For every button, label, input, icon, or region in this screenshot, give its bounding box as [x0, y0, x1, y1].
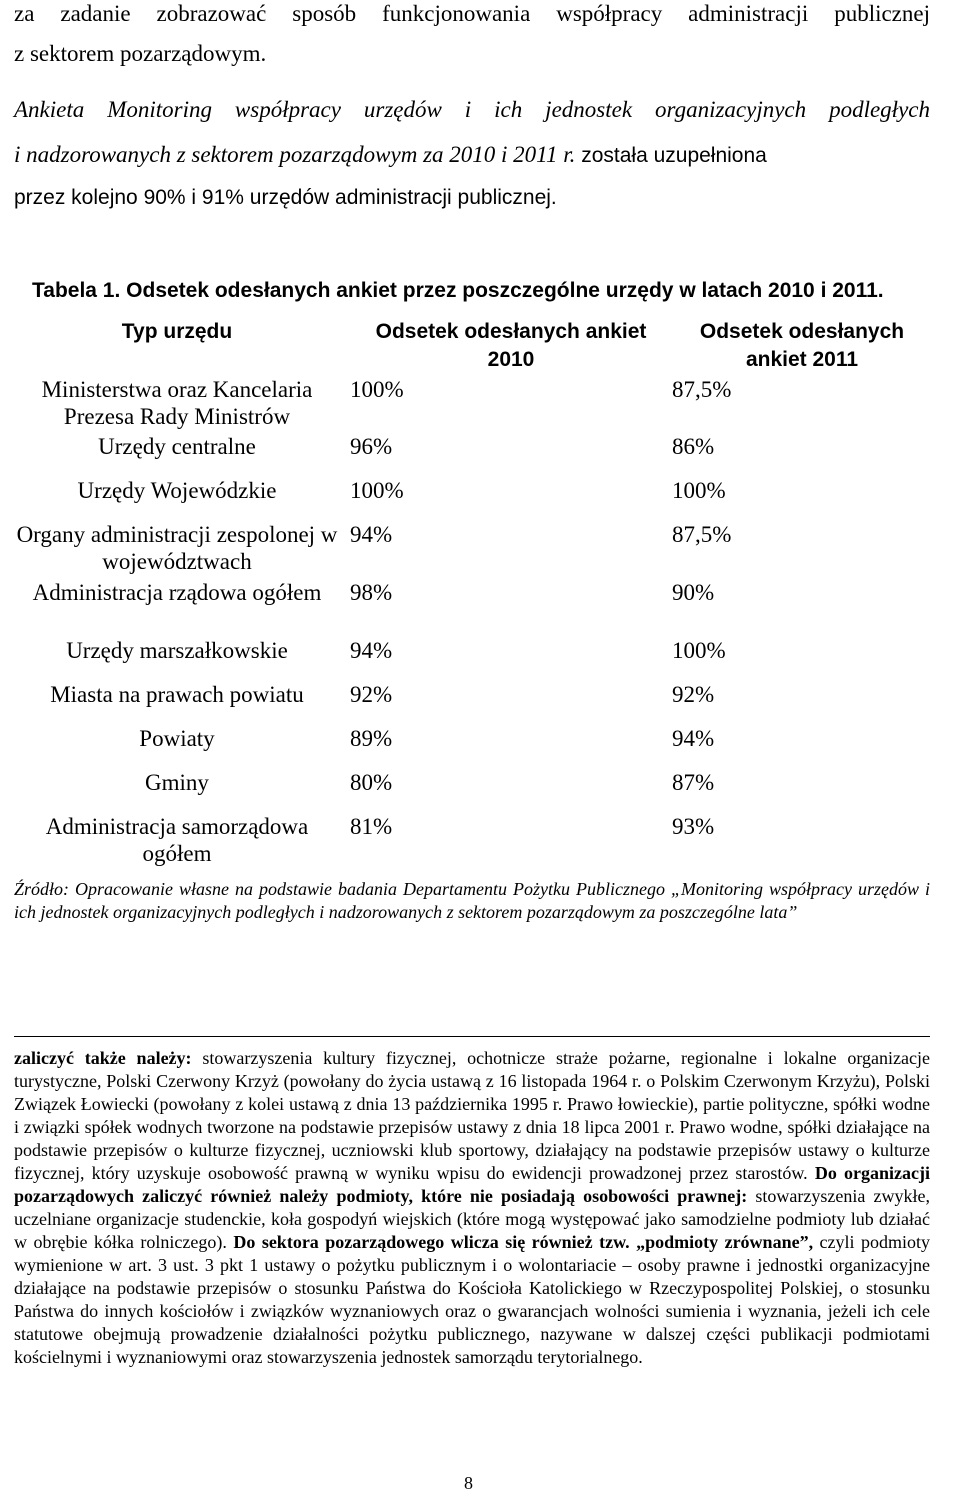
- footnote-text: [14, 1047, 930, 1369]
- header-2011: Odsetek odesłanych ankiet 2011: [699, 320, 905, 371]
- table-row-subtotal: [12, 579, 932, 637]
- intro-line-2: z sektorem pozarządowym.: [14, 41, 267, 66]
- table-caption: Tabela 1. Odsetek odesłanych ankiet przez poszczególne urzędy w latach 2010 i 2011.: [32, 279, 884, 302]
- table-row: [12, 725, 932, 769]
- footnote-bold-2: Do sektora pozarządowego wlicza się również tzw. „podmioty zrównane”,: [226, 1232, 814, 1252]
- value-2010-cell: 100%: [350, 478, 404, 503]
- table-source-note: Źródło: Opracowanie własne na podstawie badania Departamentu Pożytku Publicznego „Monitoring współpracy urzędów i ich jednostek organizacyjnych podległych i nadzorowanych z sektorem pozarządowym za poszczególne lata”: [14, 879, 930, 922]
- table-row: [12, 376, 932, 433]
- intro-line-3: Ankieta Monitoring współpracy urzędów i ich jednostek organizacyjnych podległych: [14, 97, 930, 122]
- value-2010-cell: 98%: [350, 580, 393, 605]
- office-type-cell: Urzędy centralne: [98, 434, 256, 459]
- page-number: 8: [464, 1473, 473, 1493]
- office-type-cell: Miasta na prawach powiatu: [50, 682, 304, 707]
- table-row: [12, 477, 932, 521]
- footnote-bold-1: Do organizacji pozarządowych zaliczyć również należy podmioty, które nie posiadają osobowości prawnej:: [14, 1163, 931, 1206]
- value-2011-cell: 87,5%: [672, 377, 732, 402]
- value-2010-cell: 100%: [350, 377, 404, 402]
- value-2011-cell: 100%: [672, 638, 726, 663]
- value-2010-cell: 96%: [350, 434, 393, 459]
- header-office-type: Typ urzędu: [121, 320, 233, 343]
- intro-line-1: za zadanie zobrazować sposób funkcjonowania współpracy administracji publicznej: [14, 1, 930, 26]
- office-type-cell: Gminy: [145, 770, 209, 795]
- office-type-cell: Administracja samorządowa ogółem: [45, 814, 309, 866]
- intro-completed-text: została uzupełniona: [575, 144, 767, 167]
- intro-line-4: [14, 141, 930, 169]
- value-2010-cell: 80%: [350, 770, 393, 795]
- footnote-lead: zaliczyć także należy:: [14, 1048, 192, 1068]
- value-2011-cell: 87,5%: [672, 522, 732, 547]
- intro-line-5: przez kolejno 90% i 91% urzędów administracji publicznej.: [14, 186, 557, 209]
- table-row: [12, 433, 932, 477]
- table-row: [12, 769, 932, 813]
- value-2010-cell: 81%: [350, 814, 393, 839]
- value-2011-cell: 90%: [672, 580, 715, 605]
- value-2010-cell: 89%: [350, 726, 393, 751]
- value-2010-cell: 94%: [350, 522, 393, 547]
- table-row: [12, 681, 932, 725]
- table-row: [12, 637, 932, 681]
- table-header-row: [12, 318, 932, 376]
- footnote-part-2: stowarzyszenia zwykłe, uczelniane organizacje studenckie, koła gospodyń wiejskich (które mogą występować jako samodzielne podmioty lub działać w obrębie kółka rolniczego).: [14, 1186, 930, 1252]
- survey-title-end: i nadzorowanych z sektorem pozarządowym za 2010 i 2011 r.: [14, 142, 576, 167]
- value-2011-cell: 94%: [672, 726, 715, 751]
- table-row: [12, 521, 932, 579]
- value-2011-cell: 100%: [672, 478, 726, 503]
- table-row-subtotal: [12, 813, 932, 869]
- footnote-separator: [14, 1036, 930, 1037]
- office-type-cell: Ministerstwa oraz Kancelaria Prezesa Rady Ministrów: [41, 377, 313, 429]
- office-type-cell: Urzędy marszałkowskie: [66, 638, 288, 663]
- office-type-cell: Powiaty: [139, 726, 215, 751]
- office-type-cell: Administracja rządowa ogółem: [32, 580, 322, 605]
- header-2010: Odsetek odesłanych ankiet 2010: [375, 320, 647, 371]
- footnote-part-3: czyli podmioty wymienione w art. 3 ust. 3 pkt 1 ustawy o pożytku publicznym i o wolontariacie – osoby prawne i jednostki organizacyjne działające na podstawie przepisów o stosunku Państwa do Kościoła Katolickiego w Rzeczypospolitej Polskiej, o stosunku Państwa do innych kościołów i związków wyznaniowych oraz o gwarancjach wolności sumienia i wyznania, jeżeli ich cele statutowe obejmują prowadzenie działalności pożytku publicznego, nazywane w dalszej części publikacji podmiotami kościelnymi i wyznaniowymi oraz stowarzyszenia jednostek samorządu terytorialnego.: [14, 1232, 931, 1367]
- survey-response-table: [12, 318, 932, 869]
- value-2011-cell: 93%: [672, 814, 715, 839]
- value-2011-cell: 86%: [672, 434, 715, 459]
- office-type-cell: Urzędy Wojewódzkie: [77, 478, 277, 503]
- value-2011-cell: 92%: [672, 682, 715, 707]
- office-type-cell: Organy administracji zespolonej w województwach: [16, 522, 338, 574]
- value-2010-cell: 94%: [350, 638, 393, 663]
- value-2011-cell: 87%: [672, 770, 715, 795]
- footnote-part-1: stowarzyszenia kultury fizycznej, ochotnicze straże pożarne, regionalne i lokalne organizacje turystyczne, Polski Czerwony Krzyż (powołany do życia ustawą z 16 listopada 1964 r. o Polskim Czerwonym Krzyżu), Polski Związek Łowiecki (powołany z kolei ustawą z dnia 13 października 1995 r. Prawo łowieckie), partie polityczne, spółki wodne i związki spółek wodnych tworzone na podstawie przepisów ustawy z dnia 18 lipca 2001 r. Prawo wodne, spółki działające na podstawie przepisów o kulturze fizycznej, uczniowski klub sportowy, działający na podstawie przepisów ustawy o kulturze fizycznej, który uzyskuje osobowość prawną w wyniku wpisu do ewidencji prowadzonej przez starostów.: [14, 1048, 930, 1183]
- value-2010-cell: 92%: [350, 682, 393, 707]
